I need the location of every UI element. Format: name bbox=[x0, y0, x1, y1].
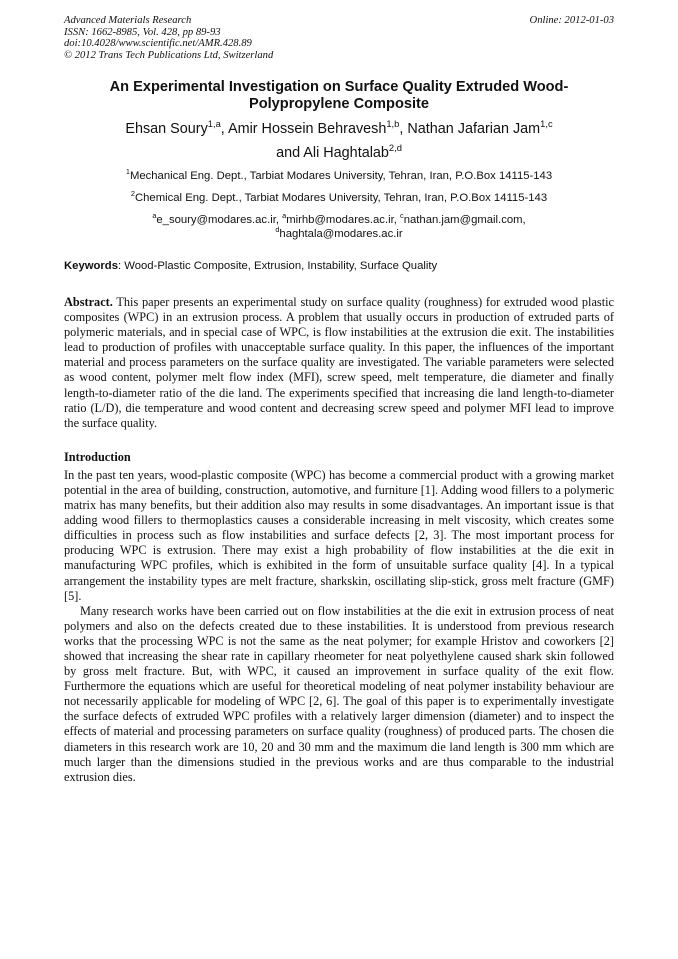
abstract bbox=[64, 295, 614, 431]
section-heading-introduction: Introduction bbox=[64, 449, 131, 464]
author-name: Ali Haghtalab bbox=[303, 145, 389, 161]
email-mark: a bbox=[282, 211, 287, 221]
author-separator: , bbox=[220, 121, 228, 137]
paper-title: An Experimental Investigation on Surface Quality Extruded Wood-Polypropylene Composite bbox=[109, 79, 569, 112]
keywords bbox=[64, 259, 614, 273]
keywords-label: Keywords bbox=[64, 260, 118, 272]
email-mark: a bbox=[152, 211, 157, 221]
introduction-paragraph-1: In the past ten years, wood-plastic composite (WPC) has become a commercial product with a growing market potential in the area of building, construction, automotive, and furniture [1]. Adding wood fillers to a polymeric matrix has many benefits, but their addition also may results in some disadvantages. An important issue is that adding wood fillers to thermoplastics causes a considerable increasing in melt viscosity, which creates some difficulties in process such as flow instabilities and surface defects [2, 3]. The most important process for producing WPC is extrusion. There may exist a high probability of flow instabilities at the die exit in manufacturing WPC profiles, which is exhibited in the form of unsuitable surface quality [4]. In a typical arrangement the instability types are melt fracture, sharkskin, oscillating slip-stick, gross melt fracture (GMF) [5]. bbox=[64, 467, 614, 603]
author-name: Amir Hossein Behravesh bbox=[227, 121, 387, 137]
author-emails bbox=[64, 213, 614, 241]
affiliation-2 bbox=[64, 191, 614, 205]
author-affiliation-mark: 1,a bbox=[207, 119, 221, 130]
journal-name: Advanced Materials Research bbox=[64, 15, 192, 26]
author-name: Ehsan Soury bbox=[125, 121, 208, 137]
affiliation-text: Chemical Eng. Dept., Tarbiat Modares University, Tehran, Iran, P.O.Box 14115-143 bbox=[134, 192, 548, 204]
affiliation-1 bbox=[64, 169, 614, 183]
abstract-text: This paper presents an experimental study on surface quality (roughness) for extruded wood plastic composites (WPC) in an extrusion process. A problem that usually occurs in production of extruded parts of polymeric materials, and in special case of WPC, is flow instabilities at the extrusion die exit. The instabilities lead to production of profiles with unacceptable surface quality. In this paper, the influences of the important material and process parameters on the surface quality are investigated. The variable parameters were selected as wood content, polymer melt flow index (MFI), screw speed, melt temperature, die diameter and finally length-to-diameter ratio of the die land. The experiments specified that increasing die land length-to-diameter ratio (L/D), die temperature and wood content and decreasing screw speed and polymer MFI lead to improve the surface quality. bbox=[64, 295, 614, 430]
author-line-2 bbox=[64, 141, 614, 165]
email-mark: c bbox=[400, 211, 404, 221]
author-affiliation-mark: 1,c bbox=[540, 119, 553, 130]
email-mark: d bbox=[275, 225, 280, 235]
journal-issn: ISSN: 1662-8985, Vol. 428, pp 89-93 bbox=[64, 26, 221, 38]
email-line-2 bbox=[64, 227, 614, 241]
email-address[interactable]: mirhb@modares.ac.ir, bbox=[286, 214, 401, 226]
keywords-text: : Wood-Plastic Composite, Extrusion, Instability, Surface Quality bbox=[118, 260, 438, 272]
journal-copyright: © 2012 Trans Tech Publications Ltd, Switzerland bbox=[64, 49, 274, 61]
email-address[interactable]: haghtala@modares.ac.ir bbox=[279, 228, 403, 240]
author-affiliation-mark: 2,d bbox=[388, 143, 402, 154]
author-separator: , bbox=[399, 121, 408, 137]
email-address[interactable]: nathan.jam@gmail.com, bbox=[403, 214, 526, 226]
journal-doi: doi:10.4028/www.scientific.net/AMR.428.89 bbox=[64, 38, 252, 49]
email-line-1 bbox=[64, 213, 614, 227]
author-name: Nathan Jafarian Jam bbox=[407, 121, 541, 137]
abstract-label: Abstract. bbox=[64, 295, 113, 309]
author-line-1 bbox=[64, 117, 614, 141]
author-list bbox=[64, 117, 614, 165]
affiliation-mark: 1 bbox=[125, 167, 130, 177]
author-and: and bbox=[276, 145, 304, 161]
affiliation-mark: 2 bbox=[130, 189, 135, 199]
email-address[interactable]: e_soury@modares.ac.ir, bbox=[156, 214, 283, 226]
author-affiliation-mark: 1,b bbox=[386, 119, 400, 130]
affiliation-text: Mechanical Eng. Dept., Tarbiat Modares University, Tehran, Iran, P.O.Box 14115-143 bbox=[129, 170, 553, 182]
online-date: Online: 2012-01-03 bbox=[529, 15, 614, 26]
journal-header bbox=[64, 15, 614, 61]
introduction-paragraph-2: Many research works have been carried out on flow instabilities at the die exit in extrusion process of neat polymers and also on the defects created due to these instabilities. It is understood from previous research works that the processing WPC is not the same as the neat polymer; for example Hristov and coworkers [2] showed that increasing the shear rate in capillary rheometer for neat polyethylene caused shark skin followed by gross melt fracture. But, with WPC, it caused an improvement in surface quality of the exit flow. Furthermore the equations which are useful for theoretical modeling of neat polymer instability behaviour are not necessarily applicable for modeling of WPC [2, 6]. The goal of this paper is to experimentally investigate the surface defects of extruded WPC profiles with a relatively larger dimension (diameter) and to inspect the effects of material and processing parameters on surface quality (roughness) of produced parts. The chosen die diameters in this research work are 10, 20 and 30 mm and the maximum die land length is 300 mm which are much larger than the dimensions studied in the previous works and are thus comparable to the industrial extrusion dies. bbox=[64, 603, 614, 784]
